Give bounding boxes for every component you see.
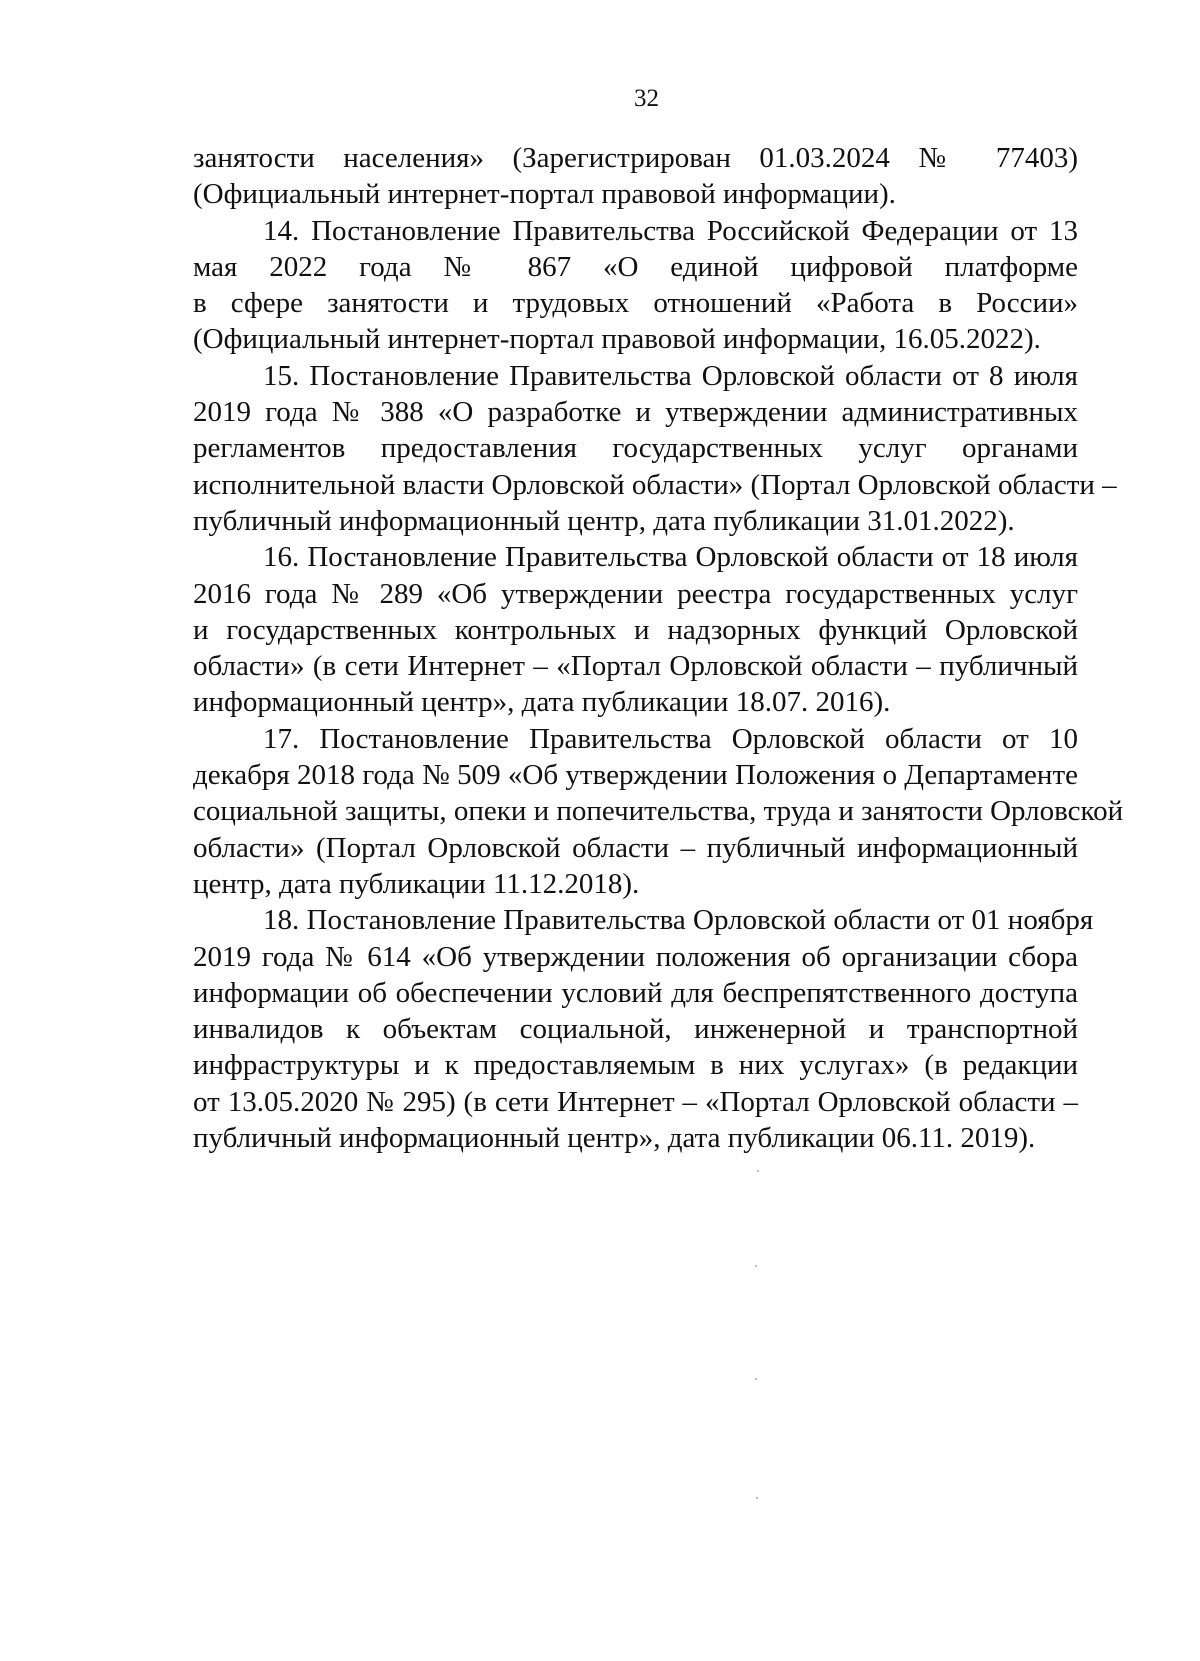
text-line: занятости населения» (Зарегистрирован 01.03.2024 № 77403) xyxy=(193,142,1078,174)
text-line: 2016 года № 289 «Об утверждении реестра государственных услуг xyxy=(193,577,1078,610)
text-line: публичный информационный центр», дата публикации 06.11. 2019). xyxy=(193,1122,1036,1155)
list-item-18-first-line: 18. Постановление Правительства Орловской области от 01 ноября xyxy=(263,904,1094,937)
text-line: в сфере занятости и трудовых отношений «Работа в России» xyxy=(193,287,1078,320)
text-line: (Официальный интернет-портал правовой информации, 16.05.2022). xyxy=(193,323,1041,356)
page-number: 32 xyxy=(634,85,659,112)
text-line: (Официальный интернет-портал правовой информации). xyxy=(193,178,896,211)
text-line: инфраструктуры и к предоставляемым в них услугах» (в редакции xyxy=(193,1049,1078,1082)
list-item-17-first-line: 17. Постановление Правительства Орловской области от 10 xyxy=(263,722,1078,755)
text-line: центр, дата публикации 11.12.2018). xyxy=(193,867,640,900)
text-line: регламентов предоставления государственных услуг органами xyxy=(193,432,1078,465)
text-line: 2019 года № 388 «О разработке и утверждении административных xyxy=(193,396,1078,429)
scan-speck xyxy=(755,1378,757,1380)
text-line: области» (в сети Интернет – «Портал Орловской области – публичный xyxy=(193,650,1078,683)
text-line: от 13.05.2020 № 295) (в сети Интернет – «Портал Орловской области – xyxy=(193,1085,1078,1118)
text-line: области» (Портал Орловской области – публичный информационный xyxy=(193,831,1078,864)
list-item-14-first-line: 14. Постановление Правительства Российской Федерации от 13 xyxy=(263,214,1078,247)
text-line: социальной защиты, опеки и попечительства, труда и занятости Орловской xyxy=(193,795,1124,828)
text-line: 2019 года № 614 «Об утверждении положения об организации сбора xyxy=(193,940,1078,973)
text-line: мая 2022 года № 867 «О единой цифровой платформе xyxy=(193,250,1078,283)
text-line: декабря 2018 года № 509 «Об утверждении Положения о Департаменте xyxy=(193,759,1078,792)
scan-speck xyxy=(757,1170,759,1172)
text-line: информации об обеспечении условий для беспрепятственного доступа xyxy=(193,976,1078,1009)
text-line: информационный центр», дата публикации 18.07. 2016). xyxy=(193,686,891,719)
text-line: публичный информационный центр, дата публикации 31.01.2022). xyxy=(193,504,1015,537)
document-body xyxy=(193,140,1124,1156)
list-item-15-first-line: 15. Постановление Правительства Орловской области от 8 июля xyxy=(263,359,1078,392)
text-line: инвалидов к объектам социальной, инженерной и транспортной xyxy=(193,1013,1078,1046)
list-item-16-first-line: 16. Постановление Правительства Орловской области от 18 июля xyxy=(263,541,1078,574)
scan-speck xyxy=(756,1497,758,1499)
text-line: исполнительной власти Орловской области» (Портал Орловской области – xyxy=(193,468,1117,501)
text-line: и государственных контрольных и надзорных функций Орловской xyxy=(193,613,1078,646)
scan-speck xyxy=(755,1265,757,1267)
